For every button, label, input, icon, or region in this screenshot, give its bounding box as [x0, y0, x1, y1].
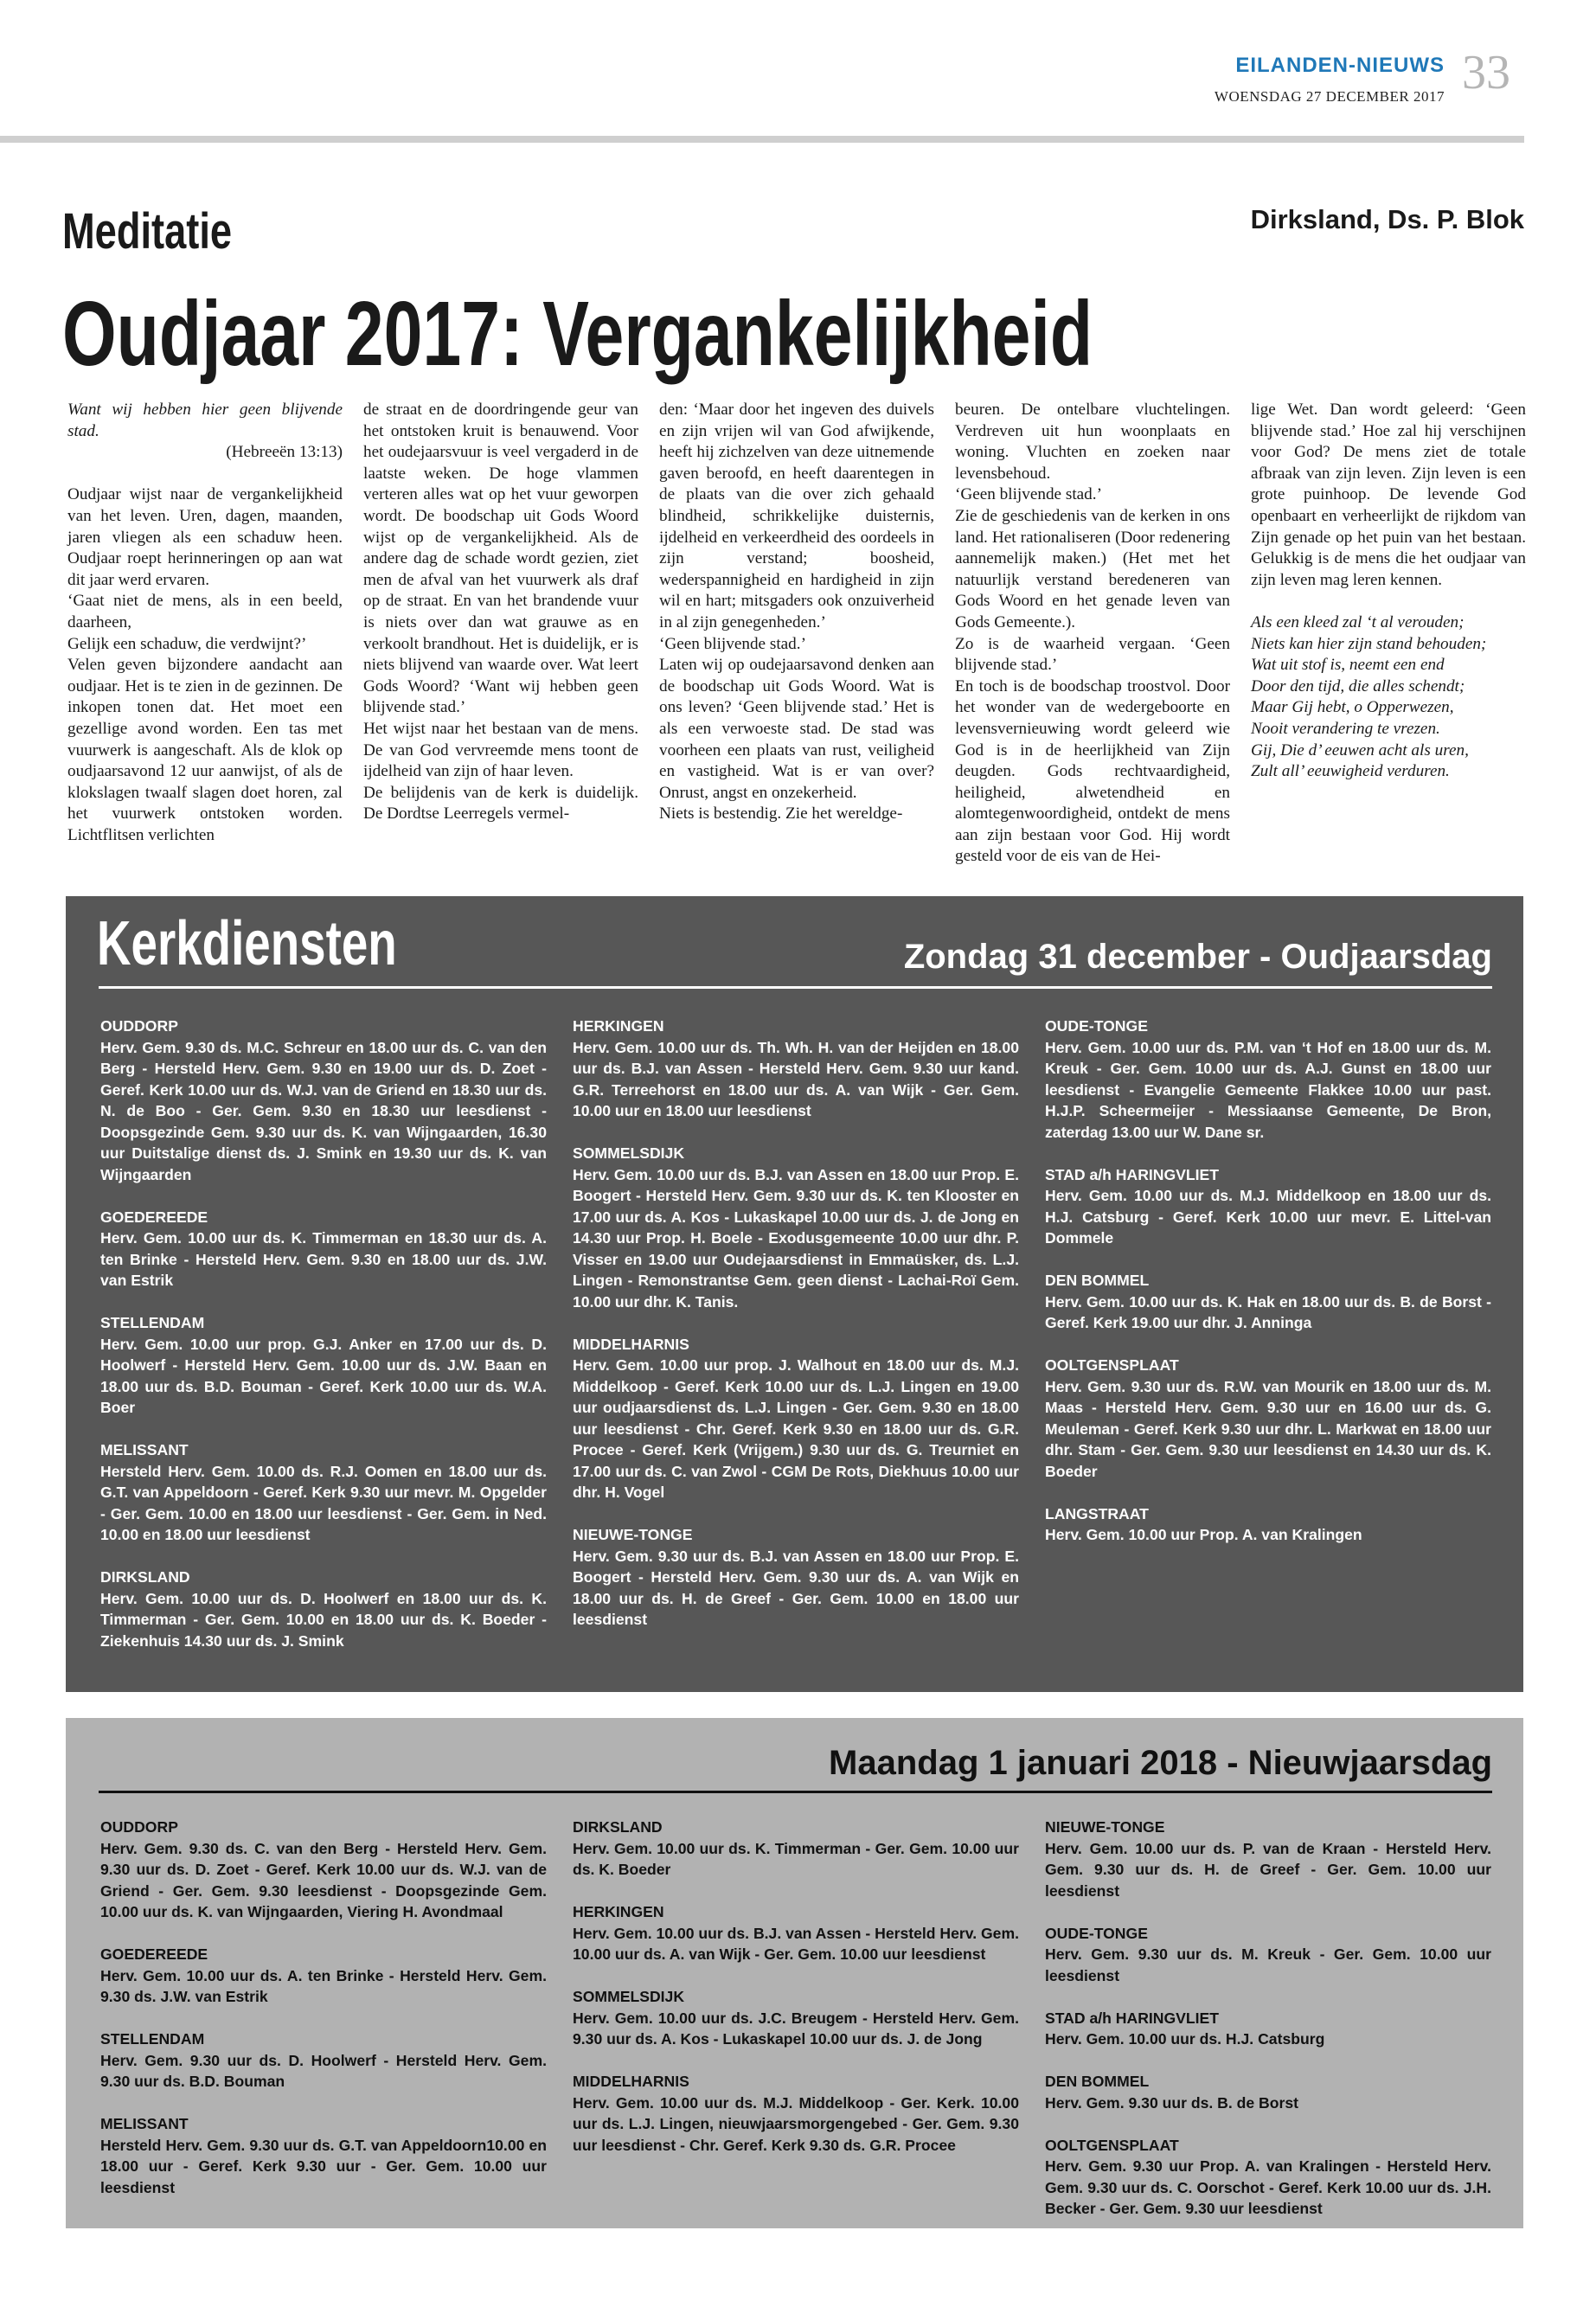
church-services-box	[66, 896, 1523, 1692]
service-text: Herv. Gem. 9.30 uur ds. D. Hoolwerf - Hersteld Herv. Gem. 9.30 uur ds. B.D. Bouman	[100, 2051, 547, 2090]
church-services-title: Kerkdiensten	[97, 909, 397, 978]
service-entry	[100, 2113, 547, 2198]
paragraph: lige Wet. Dan wordt geleerd: ‘Geen blijvende stad.’ Hoe zal hij verschijnen voor God? De mens ziet de totale afbraak van zijn leven. Zijn leven is een grote puinhoop. De levende God openbaart en verheerlijkt de rijkdom van Zijn genade op het puin van het bestaan. Gelukkig is de mens die het oudjaar van zijn leven mag leren kennen.	[1251, 401, 1526, 589]
service-entry	[1045, 2008, 1491, 2050]
paragraph: Niets is bestendig. Zie het wereldge-	[659, 804, 903, 824]
service-text: Hersteld Herv. Gem. 9.30 uur ds. G.T. van Appeldoorn10.00 en 18.00 uur - Geref. Kerk 9.30 uur - Ger. Gem. 10.00 uur leesdienst	[100, 2136, 547, 2196]
article-column-3	[659, 400, 934, 825]
scripture-quote: Want wij hebben hier geen blijvende stad.	[67, 401, 343, 440]
service-text: Herv. Gem. 10.00 uur ds. P. van de Kraan - Hersteld Herv. Gem. 9.30 uur ds. H. de Greef - Ger. Gem. 10.00 uur leesdienst	[1045, 1839, 1491, 1900]
service-entry	[573, 1143, 1019, 1312]
place-name: SOMMELSDIJK	[573, 1144, 685, 1162]
article-column-4	[955, 400, 1230, 868]
place-name: GOEDEREEDE	[100, 1208, 208, 1226]
poem-line: Gij, Die d’ eeuwen acht als uren,	[1251, 740, 1469, 760]
service-entry	[1045, 1817, 1491, 1901]
header-rule	[0, 136, 1524, 143]
service-entry	[1045, 1355, 1491, 1482]
place-name: MELISSANT	[100, 1441, 189, 1458]
paragraph: De belijdenis van de kerk is duidelijk. De Dordtse Leerregels vermel-	[363, 783, 638, 824]
service-text: Herv. Gem. 9.30 ds. M.C. Schreur en 18.00 uur ds. C. van den Berg - Hersteld Herv. Gem. 9.30 en 19.00 uur ds. D. Zoet - Geref. Kerk 10.00 uur ds. W.J. van de Griend en 18.30 uur ds. N. de Boo - Ger. Gem. 9.30 en 18.30 uur leesdienst - Doopsgezinde Gem. 9.30 uur ds. K. van Wijngaarden, 16.30 uur Duitstalige dienst ds. J. Smink en 19.30 uur ds. K. van Wijngaarden	[100, 1038, 547, 1183]
service-text: Herv. Gem. 10.00 uur ds. Th. Wh. H. van der Heijden en 18.00 uur ds. B.J. van Assen - Hersteld Herv. Gem. 9.30 uur kand. G.R. Terreehorst en 18.00 uur ds. A. van Wijk - Ger. Gem. 10.00 uur en 18.00 uur leesdienst	[573, 1038, 1019, 1119]
place-name: HERKINGEN	[573, 1903, 664, 1920]
service-text: Herv. Gem. 10.00 uur prop. J. Walhout en 18.00 uur ds. M.J. Middelkoop - Geref. Kerk 10.00 uur ds. L.J. Lingen en 19.00 uur oudjaarsdienst ds. L.J. Lingen - Ger. Gem. 9.30 en 18.00 uur leesdienst - Chr. Geref. Kerk 9.30 en 18.00 uur ds. G.R. Procee - Geref. Kerk (Vrijgem.) 9.30 uur ds. G. Treurniet en 17.00 uur ds. C. van Zwol - CGM De Rots, Diekhuus 10.00 uur dhr. H. Vogel	[573, 1356, 1019, 1501]
article-column-1	[67, 400, 343, 846]
issue-date: WOENSDAG 27 DECEMBER 2017	[1214, 88, 1445, 105]
service-entry	[1045, 2071, 1491, 2113]
services-column-1	[100, 1817, 547, 2220]
place-name: STAD a/h HARINGVLIET	[1045, 2009, 1220, 2027]
paragraph: Oudjaar wijst naar de vergankelijkheid van het leven. Uren, dagen, maanden, jaren vliegen als een schaduw heen. Oudjaar roept herinneringen op aan wat dit jaar werd ervaren.	[67, 485, 343, 589]
service-text: Herv. Gem. 10.00 uur ds. K. Timmerman - Ger. Gem. 10.00 uur ds. K. Boeder	[573, 1839, 1019, 1878]
service-text: Herv. Gem. 9.30 ds. C. van den Berg - Hersteld Herv. Gem. 9.30 uur ds. D. Zoet - Geref. Kerk 10.00 uur ds. W.J. van de Griend - Ger. Gem. 9.30 leesdienst - Doopsgezinde Gem. 10.00 uur ds. K. van Wijngaarden, Viering H. Avondmaal	[100, 1839, 547, 1920]
new-year-services-box	[66, 1718, 1523, 2228]
service-text: Hersteld Herv. Gem. 10.00 ds. R.J. Oomen en 18.00 uur ds. G.T. van Appeldoorn - Geref. Kerk 9.30 uur mevr. M. Opgelder - Ger. Gem. 10.00 en 18.00 uur leesdienst - Ger. Gem. in Ned. 10.00 en 18.00 uur leesdienst	[100, 1462, 547, 1543]
service-text: Herv. Gem. 9.30 uur ds. B. de Borst	[1045, 2093, 1298, 2112]
service-text: Herv. Gem. 10.00 uur ds. D. Hoolwerf en 18.00 uur ds. K. Timmerman - Ger. Gem. 10.00 en 18.00 uur ds. K. Boeder - Ziekenhuis 14.30 uur ds. J. Smink	[100, 1589, 547, 1650]
article-body	[67, 400, 1529, 884]
service-entry	[100, 1312, 547, 1419]
service-text: Herv. Gem. 9.30 uur Prop. A. van Kralingen - Hersteld Herv. Gem. 9.30 uur ds. C. Oorschot - Geref. Kerk 10.00 uur ds. J.H. Becker - Ger. Gem. 9.30 uur leesdienst	[1045, 2157, 1491, 2217]
poem-line: Door den tijd, die alles schendt;	[1251, 676, 1465, 695]
service-day-heading: Maandag 1 januari 2018 - Nieuwjaarsdag	[829, 1744, 1492, 1782]
masthead-logo: EILANDEN-NIEUWS	[1235, 54, 1445, 77]
place-name: OOLTGENSPLAAT	[1045, 1356, 1179, 1374]
service-entry	[1045, 1164, 1491, 1249]
service-text: Herv. Gem. 10.00 uur ds. B.J. van Assen en 18.00 uur Prop. E. Boogert - Hersteld Herv. Gem. 9.30 uur ds. K. ten Klooster en 17.00 uur ds. A. Kos - Lukaskapel 10.00 uur ds. J. de Jong en 14.30 uur Prop. H. Boele - Exodusgemeente 10.00 uur dhr. P. Visser en 19.00 uur Oudejaarsdienst in Emmaüsker, ds. L.J. Lingen - Remonstrantse Gem. geen dienst - Lachai-Roï Gem. 10.00 uur dhr. K. Tanis.	[573, 1165, 1019, 1311]
service-text: Herv. Gem. 10.00 uur ds. B.J. van Assen - Hersteld Herv. Gem. 10.00 uur ds. A. van Wijk - Ger. Gem. 10.00 uur leesdienst	[573, 1924, 1019, 1963]
service-entry	[100, 1439, 547, 1546]
place-name: STAD a/h HARINGVLIET	[1045, 1165, 1220, 1183]
place-name: DEN BOMMEL	[1045, 1272, 1150, 1289]
services-column-2	[573, 1016, 1019, 1651]
service-entry	[100, 1567, 547, 1651]
service-entry	[100, 1944, 547, 2008]
section-label: Meditatie	[62, 203, 233, 260]
paragraph: ‘Geen blijvende stad.’	[955, 485, 1102, 504]
service-entry	[573, 1016, 1019, 1122]
services-column-3	[1045, 1817, 1491, 2240]
place-name: SOMMELSDIJK	[573, 1988, 685, 2005]
place-name: HERKINGEN	[573, 1017, 664, 1035]
closing-poem	[1251, 612, 1526, 783]
service-entry	[100, 1817, 547, 1923]
services-column-1	[100, 1016, 547, 1673]
paragraph: Het wijst naar het bestaan van de mens. De van God vervreemde mens toont de ijdelheid van zijn of haar leven.	[363, 719, 638, 781]
service-entry	[1045, 1923, 1491, 1987]
place-name: OUDDORP	[100, 1017, 178, 1035]
service-entry	[573, 2071, 1019, 2156]
poem-line: Zult all’ eeuwigheid verduren.	[1251, 762, 1450, 781]
paragraph: ‘Gaat niet de mens, als in een beeld, daarheen,	[67, 592, 343, 631]
service-text: Herv. Gem. 10.00 uur ds. M.J. Middelkoop - Ger. Kerk. 10.00 uur ds. L.J. Lingen, nieuwjaarsmorgengebed - Ger. Gem. 9.30 uur leesdienst - Chr. Geref. Kerk 9.30 ds. G.R. Procee	[573, 2093, 1019, 2154]
service-entry	[1045, 1016, 1491, 1143]
poem-line: Wat uit stof is, neemt een end	[1251, 656, 1445, 675]
place-name: DIRKSLAND	[573, 1818, 663, 1836]
place-name: OUDE-TONGE	[1045, 1924, 1148, 1942]
service-text: Herv. Gem. 9.30 uur ds. M. Kreuk - Ger. Gem. 10.00 uur leesdienst	[1045, 1945, 1491, 1984]
place-name: MELISSANT	[100, 2115, 189, 2132]
paragraph: ‘Geen blijvende stad.’	[659, 634, 806, 653]
poem-line: Als een kleed zal ‘t al verouden;	[1251, 612, 1465, 631]
place-name: STELLENDAM	[100, 2030, 205, 2048]
services-column-3	[1045, 1016, 1491, 1567]
service-entry	[573, 1901, 1019, 1965]
service-text: Herv. Gem. 9.30 uur ds. R.W. van Mourik en 18.00 uur ds. M. Maas - Hersteld Herv. Gem. 9.30 uur en 16.00 uur ds. G. Meuleman - Geref. Kerk 9.30 uur dhr. L. Markwat en 18.00 uur dhr. Stam - Ger. Gem. 9.30 uur leesdienst en 14.30 uur ds. K. Boeder	[1045, 1377, 1491, 1480]
service-text: Herv. Gem. 10.00 uur ds. M.J. Middelkoop en 18.00 uur ds. H.J. Catsburg - Geref. Kerk 10.00 uur mevr. E. Littel-van Dommele	[1045, 1187, 1491, 1247]
poem-line: Maar Gij hebt, o Opperwezen,	[1251, 698, 1454, 717]
service-day-heading: Zondag 31 december - Oudjaarsdag	[903, 938, 1492, 976]
paragraph: Laten wij op oudejaarsavond denken aan de boodschap uit Gods Woord. Wat is ons leven? ‘Geen blijvende stad.’ Het is als een verwoeste stad. De stad was voorheen een plaats van rust, veiligheid en vastigheid. Wat is er van over? Onrust, angst en onzekerheid.	[659, 656, 934, 802]
place-name: NIEUWE-TONGE	[1045, 1818, 1165, 1836]
box-rule	[99, 1791, 1492, 1793]
place-name: LANGSTRAAT	[1045, 1504, 1149, 1522]
place-name: MIDDELHARNIS	[573, 1335, 689, 1353]
place-name: STELLENDAM	[100, 1314, 205, 1331]
place-name: OUDE-TONGE	[1045, 1017, 1148, 1035]
service-text: Herv. Gem. 10.00 uur ds. A. ten Brinke - Hersteld Herv. Gem. 9.30 ds. J.W. van Estrik	[100, 1966, 547, 2005]
paragraph: Zie de geschiedenis van de kerken in ons land. Het rationaliseren (Door redenering aannemelijk maken.) (Het met het natuurlijk verstand beredeneren van Gods Woord en het genade leven van Gods Gemeente.).	[955, 506, 1230, 631]
service-entry	[573, 1817, 1019, 1881]
place-name: DEN BOMMEL	[1045, 2073, 1150, 2090]
service-text: Herv. Gem. 10.00 uur ds. H.J. Catsburg	[1045, 2030, 1325, 2048]
paragraph: Velen geven bijzondere aandacht aan oudjaar. Het is te zien in de gezinnen. De inkopen tonen dat. Het moet een gezellige avond worden. Een tas met vuurwerk is aangeschaft. Als de klok op oudjaarsavond 12 uur aanwijst, of als de klokslagen twaalf slagen doet horen, zal het vuurwerk ontstoken worden. Lichtflitsen verlichten	[67, 656, 343, 844]
service-text: Herv. Gem. 10.00 uur prop. G.J. Anker en 17.00 uur ds. D. Hoolwerf - Hersteld Herv. Gem. 10.00 uur ds. J.W. Baan en 18.00 uur ds. B.D. Bouman - Geref. Kerk 10.00 uur ds. W.A. Boer	[100, 1335, 547, 1416]
place-name: OUDDORP	[100, 1818, 178, 1836]
place-name: NIEUWE-TONGE	[573, 1526, 693, 1543]
service-text: Herv. Gem. 9.30 uur ds. B.J. van Assen en 18.00 uur Prop. E. Boogert - Hersteld Herv. Gem. 9.30 uur ds. A. van Wijk en 18.00 uur ds. H. de Greef - Ger. Gem. 10.00 en 18.00 uur leesdienst	[573, 1547, 1019, 1628]
services-column-2	[573, 1817, 1019, 2177]
service-entry	[1045, 1270, 1491, 1334]
service-entry	[100, 1207, 547, 1292]
box-rule	[99, 986, 1492, 989]
service-entry	[1045, 2135, 1491, 2220]
place-name: OOLTGENSPLAAT	[1045, 2136, 1179, 2154]
page-number: 33	[1462, 46, 1510, 99]
scripture-reference: (Hebreeën 13:13)	[226, 443, 343, 462]
article-column-5	[1251, 400, 1526, 783]
service-text: Herv. Gem. 10.00 uur Prop. A. van Kralingen	[1045, 1526, 1362, 1543]
place-name: DIRKSLAND	[100, 1568, 190, 1586]
service-text: Herv. Gem. 10.00 uur ds. K. Hak en 18.00 uur ds. B. de Borst - Geref. Kerk 19.00 uur dhr. J. Anninga	[1045, 1292, 1491, 1331]
paragraph: beuren. De ontelbare vluchtelingen. Verdreven uit hun woonplaats en woning. Vluchten en zoeken naar levensbehoud.	[955, 401, 1230, 483]
service-entry	[1045, 1503, 1491, 1546]
service-text: Herv. Gem. 10.00 uur ds. K. Timmerman en 18.30 uur ds. A. ten Brinke - Hersteld Herv. Gem. 9.30 en 18.00 uur ds. J.W. van Estrik	[100, 1229, 547, 1289]
paragraph: Zo is de waarheid vergaan. ‘Geen blijvende stad.’	[955, 634, 1230, 675]
service-entry	[573, 1334, 1019, 1503]
article-byline: Dirksland, Ds. P. Blok	[1250, 204, 1524, 234]
place-name: GOEDEREEDE	[100, 1945, 208, 1963]
paragraph: den: ‘Maar door het ingeven des duivels en zijn vrijen wil van God afwijkende, heeft hij zichzelven van deze uitnemende gaven beroofd, en heeft daarentegen in de plaats van die over zich gehaald blindheid, schrikkelijke duisternis, ijdelheid en verkeerdheid des oordeels in zijn verstand; boosheid, wederspannigheid en hardigheid in zijn wil en hart; mitsgaders ook onzuiverheid in al zijn genegenheden.’	[659, 401, 934, 631]
service-text: Herv. Gem. 10.00 uur ds. P.M. van ‘t Hof en 18.00 uur ds. M. Kreuk - Ger. Gem. 10.00 uur ds. A.J. Gunst en 18.00 uur leesdienst - Evangelie Gemeente Flakkee 10.00 uur past. H.J.P. Scheermeijer - Messiaanse Gemeente, De Bron, zaterdag 13.00 uur W. Dane sr.	[1045, 1038, 1491, 1141]
poem-line: Nooit verandering te vrezen.	[1251, 719, 1440, 738]
paragraph: En toch is de boodschap troostvol. Door het wonder van de wedergeboorte en levensvernieuwing wordt geleerd wie God is in de heerlijkheid van Zijn deugden. Gods rechtvaardigheid, heiligheid, alwetendheid en alomtegenwoordigheid, ontdekt de mens aan zijn bestaan voor God. Hij wordt gesteld voor de eis van de Hei-	[955, 676, 1230, 866]
service-entry	[100, 2029, 547, 2093]
service-text: Herv. Gem. 10.00 uur ds. J.C. Breugem - Hersteld Herv. Gem. 9.30 uur ds. A. Kos - Lukaskapel 10.00 uur ds. J. de Jong	[573, 2009, 1019, 2048]
article-column-2	[363, 400, 638, 825]
paragraph: de straat en de doordringende geur van het ontstoken kruit is benauwend. Voor het oudejaarsvuur is veel vergaderd in de laatste weken. De hoge vlammen verteren alles wat op het vuur geworpen wordt. De boodschap uit Gods Woord wijst op de vergankelijkheid. Als de andere dag de schade wordt gezien, ziet men de afval van het vuurwerk als draf op de straat. En van het brandende vuur is niets over dan wat grauwe as en verkoolt brandhout. Het is duidelijk, er is niets blijvend van waarde over. Wat leert Gods Woord? ‘Want wij hebben geen blijvende stad.’	[363, 401, 638, 717]
service-entry	[573, 1524, 1019, 1631]
paragraph: Gelijk een schaduw, die verdwijnt?’	[67, 634, 307, 653]
service-entry	[100, 1016, 547, 1185]
place-name: MIDDELHARNIS	[573, 2073, 689, 2090]
service-entry	[573, 1986, 1019, 2050]
poem-line: Niets kan hier zijn stand behouden;	[1251, 634, 1487, 653]
article-headline: Oudjaar 2017: Vergankelijkheid	[62, 283, 1093, 385]
